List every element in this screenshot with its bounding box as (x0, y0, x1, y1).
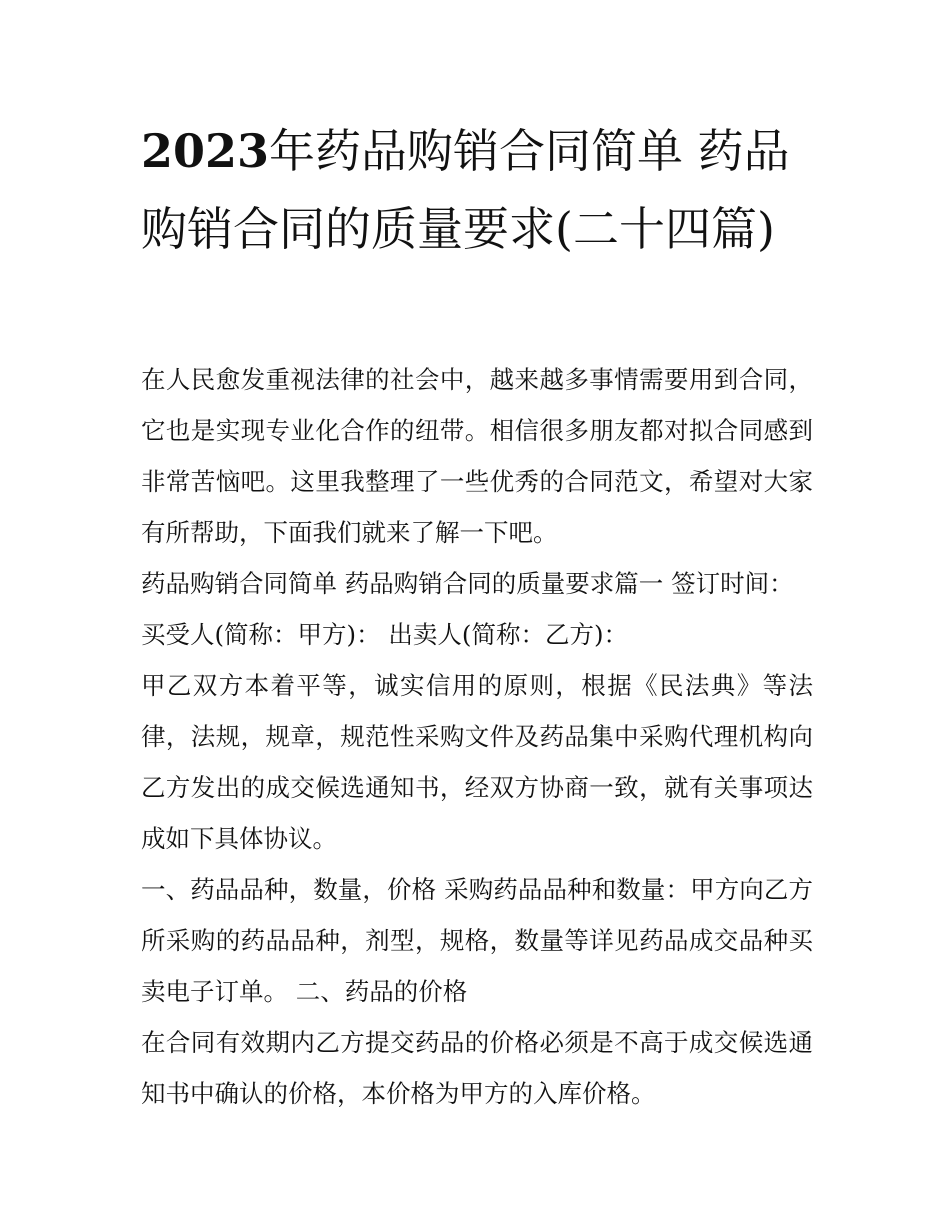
paragraph-intro: 在人民愈发重视法律的社会中，越来越多事情需要用到合同，它也是实现专业化合作的纽带。相信很多朋友都对拟合同感到非常苦恼吧。这里我整理了一些优秀的合同范文，希望对大家有所帮助，下面我们就来了解一下吧。 (141, 365, 813, 547)
title-text: 年药品购销合同简单 药品购销合同的质量要求(二十四篇) (141, 124, 790, 256)
document-body (141, 354, 813, 1119)
paragraph-section-one: 一、药品品种，数量，价格 采购药品品种和数量：甲方向乙方所采购的药品品种，剂型，规格，数量等详见药品成交品种买卖电子订单。 二、药品的价格 (141, 875, 813, 1006)
paragraph-parties: 买受人(简称：甲方)： 出卖人(简称：乙方)： (141, 620, 629, 649)
paragraph-price: 在合同有效期内乙方提交药品的价格必须是不高于成交候选通知书中确认的价格，本价格为甲方的入库价格。 (141, 1028, 813, 1108)
paragraph-contract-heading: 药品购销合同简单 药品购销合同的质量要求篇一 签订时间： (141, 569, 794, 598)
title-year: 2023 (141, 124, 270, 178)
paragraph-principles: 甲乙双方本着平等，诚实信用的原则，根据《民法典》等法律，法规，规章，规范性采购文件及药品集中采购代理机构向乙方发出的成交候选通知书，经双方协商一致，就有关事项达成如下具体协议。 (141, 671, 813, 853)
document-title (141, 112, 821, 268)
